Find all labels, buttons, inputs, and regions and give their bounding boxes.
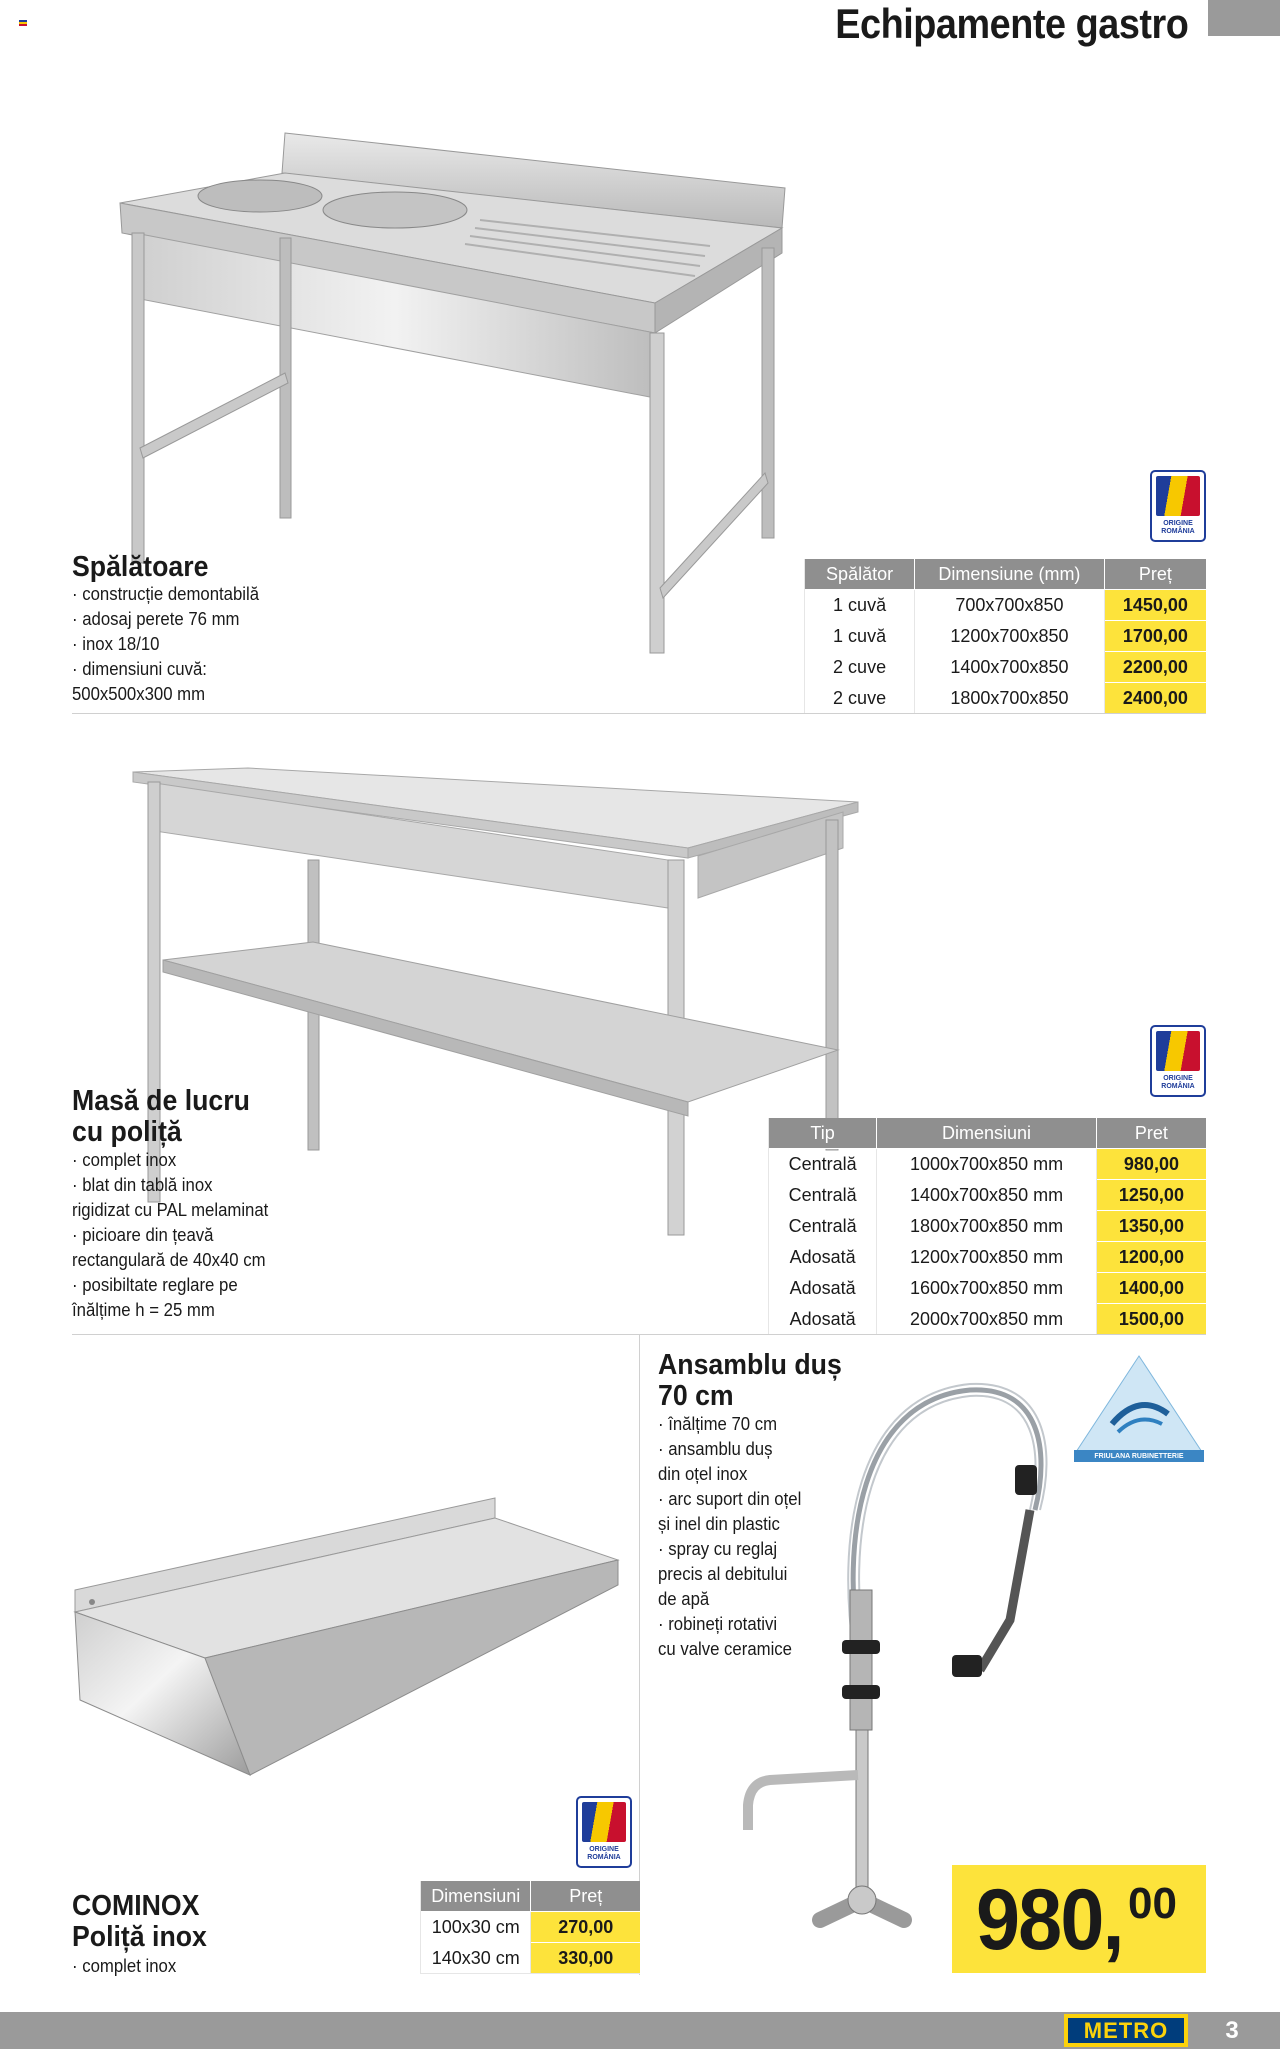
table-row: Centrală 1000x700x850 mm 980,00 xyxy=(769,1149,1207,1180)
shower-features: · înălțime 70 cm · ansamblu duș din oțel inox · arc suport din oțel și inel din plastic · spray cu reglaj precis al debitului de apă · robineți rotativi cu valve ceramice xyxy=(658,1414,802,1659)
table-row: Adosată 1600x700x850 mm 1400,00 xyxy=(769,1273,1207,1304)
page-number: 3 xyxy=(1225,2017,1239,2044)
shower-product-name: Ansamblu duș 70 cm xyxy=(658,1349,842,1412)
table-row: Centrală 1800x700x850 mm 1350,00 xyxy=(769,1211,1207,1242)
table-header: Dimensiune (mm) xyxy=(915,559,1105,590)
shelf-features: · complet inox xyxy=(72,1956,177,1976)
table-header: Spălător xyxy=(805,559,915,590)
shelf-price-table xyxy=(420,1881,640,1974)
vertical-divider xyxy=(639,1335,640,1975)
table-header: Pret xyxy=(1096,1118,1206,1149)
wall-shelf-image xyxy=(70,1490,630,1780)
table-row: Centrală 1400x700x850 mm 1250,00 xyxy=(769,1180,1207,1211)
origin-romania-badge-icon: ORIGINE ROMÂNIA xyxy=(576,1796,632,1868)
sink-features: · construcție demontabilă · adosaj perete 76 mm · inox 18/10 · dimensiuni cuvă: 500x500x300 mm xyxy=(72,584,260,704)
origin-romania-badge-icon: ORIGINE ROMÂNIA xyxy=(1150,470,1206,542)
worktable-price-table xyxy=(768,1118,1206,1335)
shower-price-box xyxy=(952,1865,1206,1973)
table-header: Tip xyxy=(769,1118,877,1149)
table-row: 100x30 cm 270,00 xyxy=(421,1912,641,1943)
brand-caption: FRIULANA RUBINETTERIE xyxy=(1094,1453,1184,1460)
table-header: Dimensiuni xyxy=(421,1881,531,1912)
table-header: Preț xyxy=(1104,559,1206,590)
table-row: 2 cuve 1800x700x850 2400,00 xyxy=(805,683,1207,714)
page-title: Echipamente gastro xyxy=(834,0,1188,47)
worktable-product-name: Masă de lucru cu poliță xyxy=(72,1085,250,1148)
table-row: Adosată 1200x700x850 mm 1200,00 xyxy=(769,1242,1207,1273)
shower-price-integer: 980, xyxy=(976,1872,1123,1968)
friulana-rubinetterie-logo-icon xyxy=(1072,1352,1206,1464)
shower-price-decimal: 00 xyxy=(1128,1879,1177,1928)
flag-mini-icon xyxy=(19,20,27,26)
table-header: Dimensiuni xyxy=(877,1118,1097,1149)
table-row: Adosată 2000x700x850 mm 1500,00 xyxy=(769,1304,1207,1335)
origin-romania-badge-icon: ORIGINE ROMÂNIA xyxy=(1150,1025,1206,1097)
table-header: Preț xyxy=(531,1881,640,1912)
metro-logo: METRO xyxy=(1064,2014,1188,2047)
title-accent-bar xyxy=(1208,0,1280,36)
shelf-product-name: COMINOX Poliță inox xyxy=(72,1890,207,1953)
table-row: 2 cuve 1400x700x850 2200,00 xyxy=(805,652,1207,683)
sink-product-name: Spălătoare xyxy=(72,551,209,583)
table-row: 140x30 cm 330,00 xyxy=(421,1943,641,1974)
sink-price-table xyxy=(804,559,1206,714)
table-row: 1 cuvă 1200x700x850 1700,00 xyxy=(805,621,1207,652)
table-row: 1 cuvă 700x700x850 1450,00 xyxy=(805,590,1207,621)
section-divider xyxy=(72,713,1206,714)
worktable-features: · complet inox · blat din tablă inox rigidizat cu PAL melaminat · picioare din țeavă rectangulară de 40x40 cm · posibiltate reglare pe înălțime h = 25 mm xyxy=(72,1150,269,1320)
